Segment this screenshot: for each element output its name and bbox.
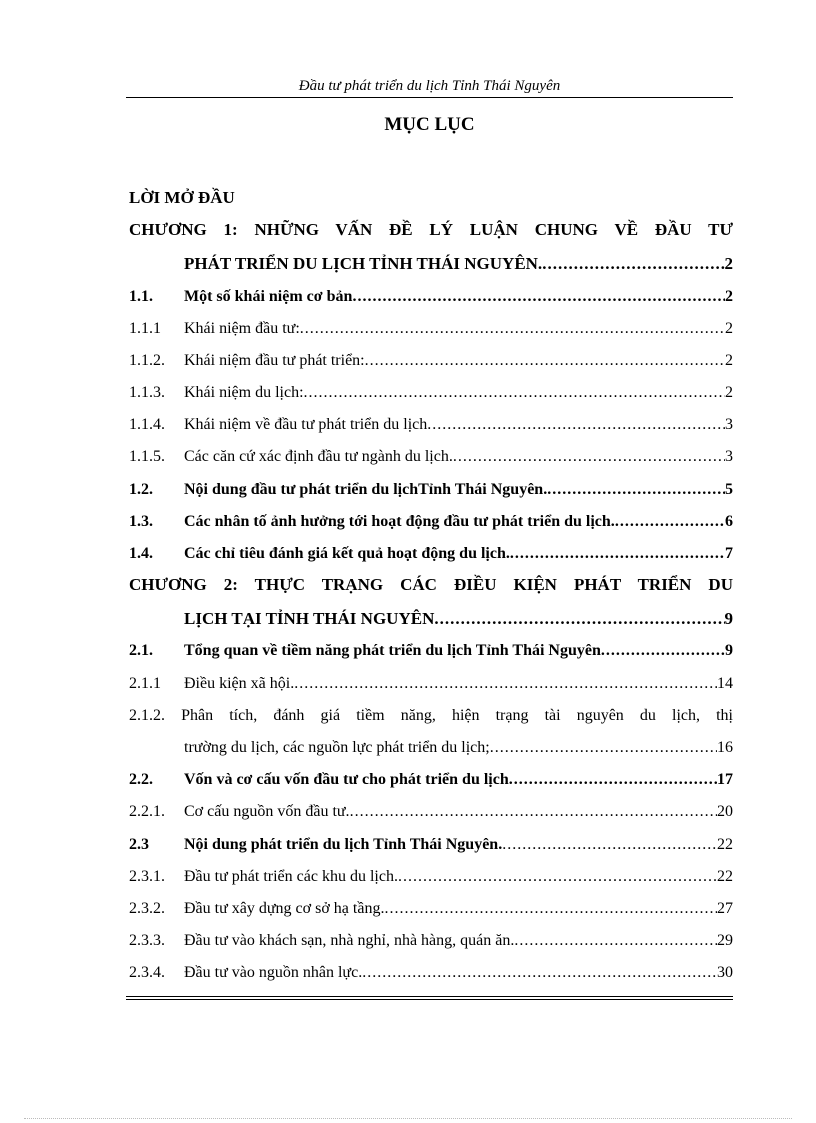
toc-entry-text: Vốn và cơ cấu vốn đầu tư cho phát triển du lịch bbox=[184, 771, 509, 788]
toc-section-number: 2.1. bbox=[129, 642, 153, 659]
toc-leader-dots bbox=[453, 446, 725, 468]
toc-entry-1-2[interactable] bbox=[129, 479, 733, 501]
toc-leader-dots bbox=[350, 801, 717, 823]
toc-intro-label: LỜI MỞ ĐẦU bbox=[129, 188, 235, 207]
toc-leader-dots bbox=[300, 318, 725, 340]
toc-entry-2-3-2[interactable] bbox=[129, 898, 733, 920]
toc-page-number: 2 bbox=[725, 384, 733, 401]
toc-chapter-1-line-2[interactable] bbox=[184, 253, 733, 275]
toc-page-number: 20 bbox=[717, 803, 733, 820]
toc-entry-text: Cơ cấu nguồn vốn đầu tư. bbox=[184, 803, 350, 820]
toc-page-number: 6 bbox=[725, 513, 733, 530]
toc-leader-dots bbox=[294, 673, 717, 695]
toc-page-number: 14 bbox=[717, 675, 733, 692]
toc-entry-text: PHÁT TRIỂN DU LỊCH TỈNH THÁI NGUYÊN. bbox=[184, 254, 543, 273]
toc-page-number: 22 bbox=[717, 868, 733, 885]
toc-entry-text: Đầu tư phát triển các khu du lịch. bbox=[184, 868, 398, 885]
toc-leader-dots bbox=[514, 930, 717, 952]
toc-page-number: 16 bbox=[717, 739, 733, 756]
toc-leader-dots bbox=[509, 769, 717, 791]
toc-page-number: 9 bbox=[725, 642, 733, 659]
toc-chapter-2-line-1[interactable]: CHƯƠNG 2: THỰC TRẠNG CÁC ĐIỀU KIỆN PHÁT TRIỂN DU bbox=[129, 575, 733, 594]
toc-leader-dots bbox=[490, 737, 717, 759]
toc-entry-text: Khái niệm du lịch: bbox=[184, 384, 304, 401]
toc-leader-dots bbox=[398, 866, 717, 888]
page-title: MỤC LỤC bbox=[384, 114, 475, 135]
toc-section-number: 2.2.1. bbox=[129, 803, 165, 820]
footer-divider-thick bbox=[126, 996, 733, 997]
toc-leader-dots bbox=[502, 834, 717, 856]
toc-page-number: 5 bbox=[725, 481, 733, 498]
toc-section-number: 1.1.1 bbox=[129, 320, 161, 337]
toc-entry-text: Tổng quan về tiềm năng phát triển du lịch Tỉnh Thái Nguyên bbox=[184, 642, 601, 659]
toc-entry-1-1-5[interactable] bbox=[129, 446, 733, 468]
toc-entry-2-1-2-line-2[interactable] bbox=[184, 737, 733, 759]
toc-entry-text: Đầu tư xây dựng cơ sở hạ tầng. bbox=[184, 900, 385, 917]
toc-page-number: 27 bbox=[717, 900, 733, 917]
toc-page-number: 22 bbox=[717, 836, 733, 853]
toc-leader-dots bbox=[615, 511, 725, 533]
toc-section-number: 1.1. bbox=[129, 288, 153, 305]
toc-page-number: 9 bbox=[724, 609, 733, 628]
toc-section-number: 1.1.5. bbox=[129, 448, 165, 465]
page-bottom-dotted-edge bbox=[24, 1118, 792, 1119]
toc-entry-text: LỊCH TẠI TỈNH THÁI NGUYÊN bbox=[184, 609, 435, 628]
toc-section-number: 1.2. bbox=[129, 481, 153, 498]
toc-entry-2-3-3[interactable] bbox=[129, 930, 733, 952]
toc-section-number: 2.1.1 bbox=[129, 675, 161, 692]
toc-entry-text: Điều kiện xã hội. bbox=[184, 675, 295, 692]
toc-entry-text: trường du lịch, các nguồn lực phát triển du lịch; bbox=[184, 739, 490, 756]
toc-leader-dots bbox=[384, 898, 717, 920]
toc-intro[interactable] bbox=[129, 187, 733, 209]
toc-entry-2-1-2-line-1[interactable]: 2.1.2. Phân tích, đánh giá tiềm năng, hiện trạng tài nguyên du lịch, thị bbox=[129, 707, 733, 724]
toc-page-number: 17 bbox=[717, 771, 733, 788]
toc-entry-1-1[interactable] bbox=[129, 286, 733, 308]
toc-page-number: 3 bbox=[725, 416, 733, 433]
toc-entry-text: Nội dung phát triển du lịch Tỉnh Thái Nguyên. bbox=[184, 836, 503, 853]
toc-section-number: 2.3.3. bbox=[129, 932, 165, 949]
toc-entry-text: Các căn cứ xác định đầu tư ngành du lịch. bbox=[184, 448, 453, 465]
toc-entry-text: Đầu tư vào khách sạn, nhà nghỉ, nhà hàng, quán ăn. bbox=[184, 932, 515, 949]
toc-entry-2-3[interactable] bbox=[129, 834, 733, 856]
toc-chapter-2-line-2[interactable] bbox=[184, 608, 733, 630]
toc-page-number: 2 bbox=[725, 320, 733, 337]
toc-entry-1-1-3[interactable] bbox=[129, 382, 733, 404]
toc-entry-text: Khái niệm đầu tư phát triển: bbox=[184, 352, 365, 369]
toc-entry-text: Khái niệm về đầu tư phát triển du lịch bbox=[184, 416, 428, 433]
toc-entry-text: Nội dung đầu tư phát triển du lịchTỉnh Thái Nguyên. bbox=[184, 481, 548, 498]
toc-section-number: 2.3.2. bbox=[129, 900, 165, 917]
toc-section-number: 2.3.1. bbox=[129, 868, 165, 885]
toc-page-number: 2 bbox=[724, 254, 733, 273]
toc-section-number: 1.4. bbox=[129, 545, 153, 562]
toc-page-number: 29 bbox=[717, 932, 733, 949]
toc-section-number: 1.3. bbox=[129, 513, 153, 530]
toc-entry-2-1[interactable] bbox=[129, 640, 733, 662]
toc-section-number: 1.1.2. bbox=[129, 352, 165, 369]
toc-entry-text: Các chỉ tiêu đánh giá kết quả hoạt động du lịch. bbox=[184, 545, 510, 562]
toc-leader-dots bbox=[427, 414, 725, 436]
toc-entry-2-2[interactable] bbox=[129, 769, 733, 791]
toc-entry-text: Các nhân tố ảnh hưởng tới hoạt động đầu tư phát triển du lịch. bbox=[184, 513, 615, 530]
toc-entry-2-2-1[interactable] bbox=[129, 801, 733, 823]
toc-entry-text: Đầu tư vào nguồn nhân lực. bbox=[184, 964, 363, 981]
toc-leader-dots bbox=[601, 640, 725, 662]
toc-section-number: 2.2. bbox=[129, 771, 153, 788]
header-divider bbox=[126, 97, 733, 98]
toc-section-number: 2.3 bbox=[129, 836, 149, 853]
toc-page-number: 30 bbox=[717, 964, 733, 981]
toc-chapter-1-line-1[interactable]: CHƯƠNG 1: NHỮNG VẤN ĐỀ LÝ LUẬN CHUNG VỀ ĐẦU TƯ bbox=[129, 220, 733, 239]
toc-leader-dots bbox=[547, 479, 725, 501]
toc-entry-2-1-1[interactable] bbox=[129, 673, 733, 695]
footer-divider-thin bbox=[126, 999, 733, 1000]
toc-section-number: 2.3.4. bbox=[129, 964, 165, 981]
toc-section-number: 1.1.4. bbox=[129, 416, 165, 433]
toc-page-number: 3 bbox=[725, 448, 733, 465]
toc-entry-2-3-1[interactable] bbox=[129, 866, 733, 888]
toc-entry-text: Một số khái niệm cơ bản bbox=[184, 288, 353, 305]
toc-entry-1-4[interactable] bbox=[129, 543, 733, 565]
toc-page-number: 2 bbox=[725, 288, 733, 305]
toc-leader-dots bbox=[304, 382, 725, 404]
toc-entry-1-1-2[interactable] bbox=[129, 350, 733, 372]
running-header: Đầu tư phát triển du lịch Tỉnh Thái Nguyên bbox=[298, 78, 561, 94]
toc-leader-dots bbox=[542, 253, 724, 275]
toc-entry-2-3-4[interactable] bbox=[129, 962, 733, 984]
toc-entry-1-1-4[interactable] bbox=[129, 414, 733, 436]
toc-section-number: 1.1.3. bbox=[129, 384, 165, 401]
toc-leader-dots bbox=[434, 608, 724, 630]
toc-leader-dots bbox=[352, 286, 725, 308]
toc-entry-1-1-1[interactable] bbox=[129, 318, 733, 340]
toc-page-number: 7 bbox=[725, 545, 733, 562]
toc-leader-dots bbox=[362, 962, 717, 984]
toc-entry-text: Khái niệm đầu tư: bbox=[184, 320, 300, 337]
toc-leader-dots bbox=[365, 350, 725, 372]
toc-entry-1-3[interactable] bbox=[129, 511, 733, 533]
toc-page-number: 2 bbox=[725, 352, 733, 369]
toc-leader-dots bbox=[510, 543, 725, 565]
